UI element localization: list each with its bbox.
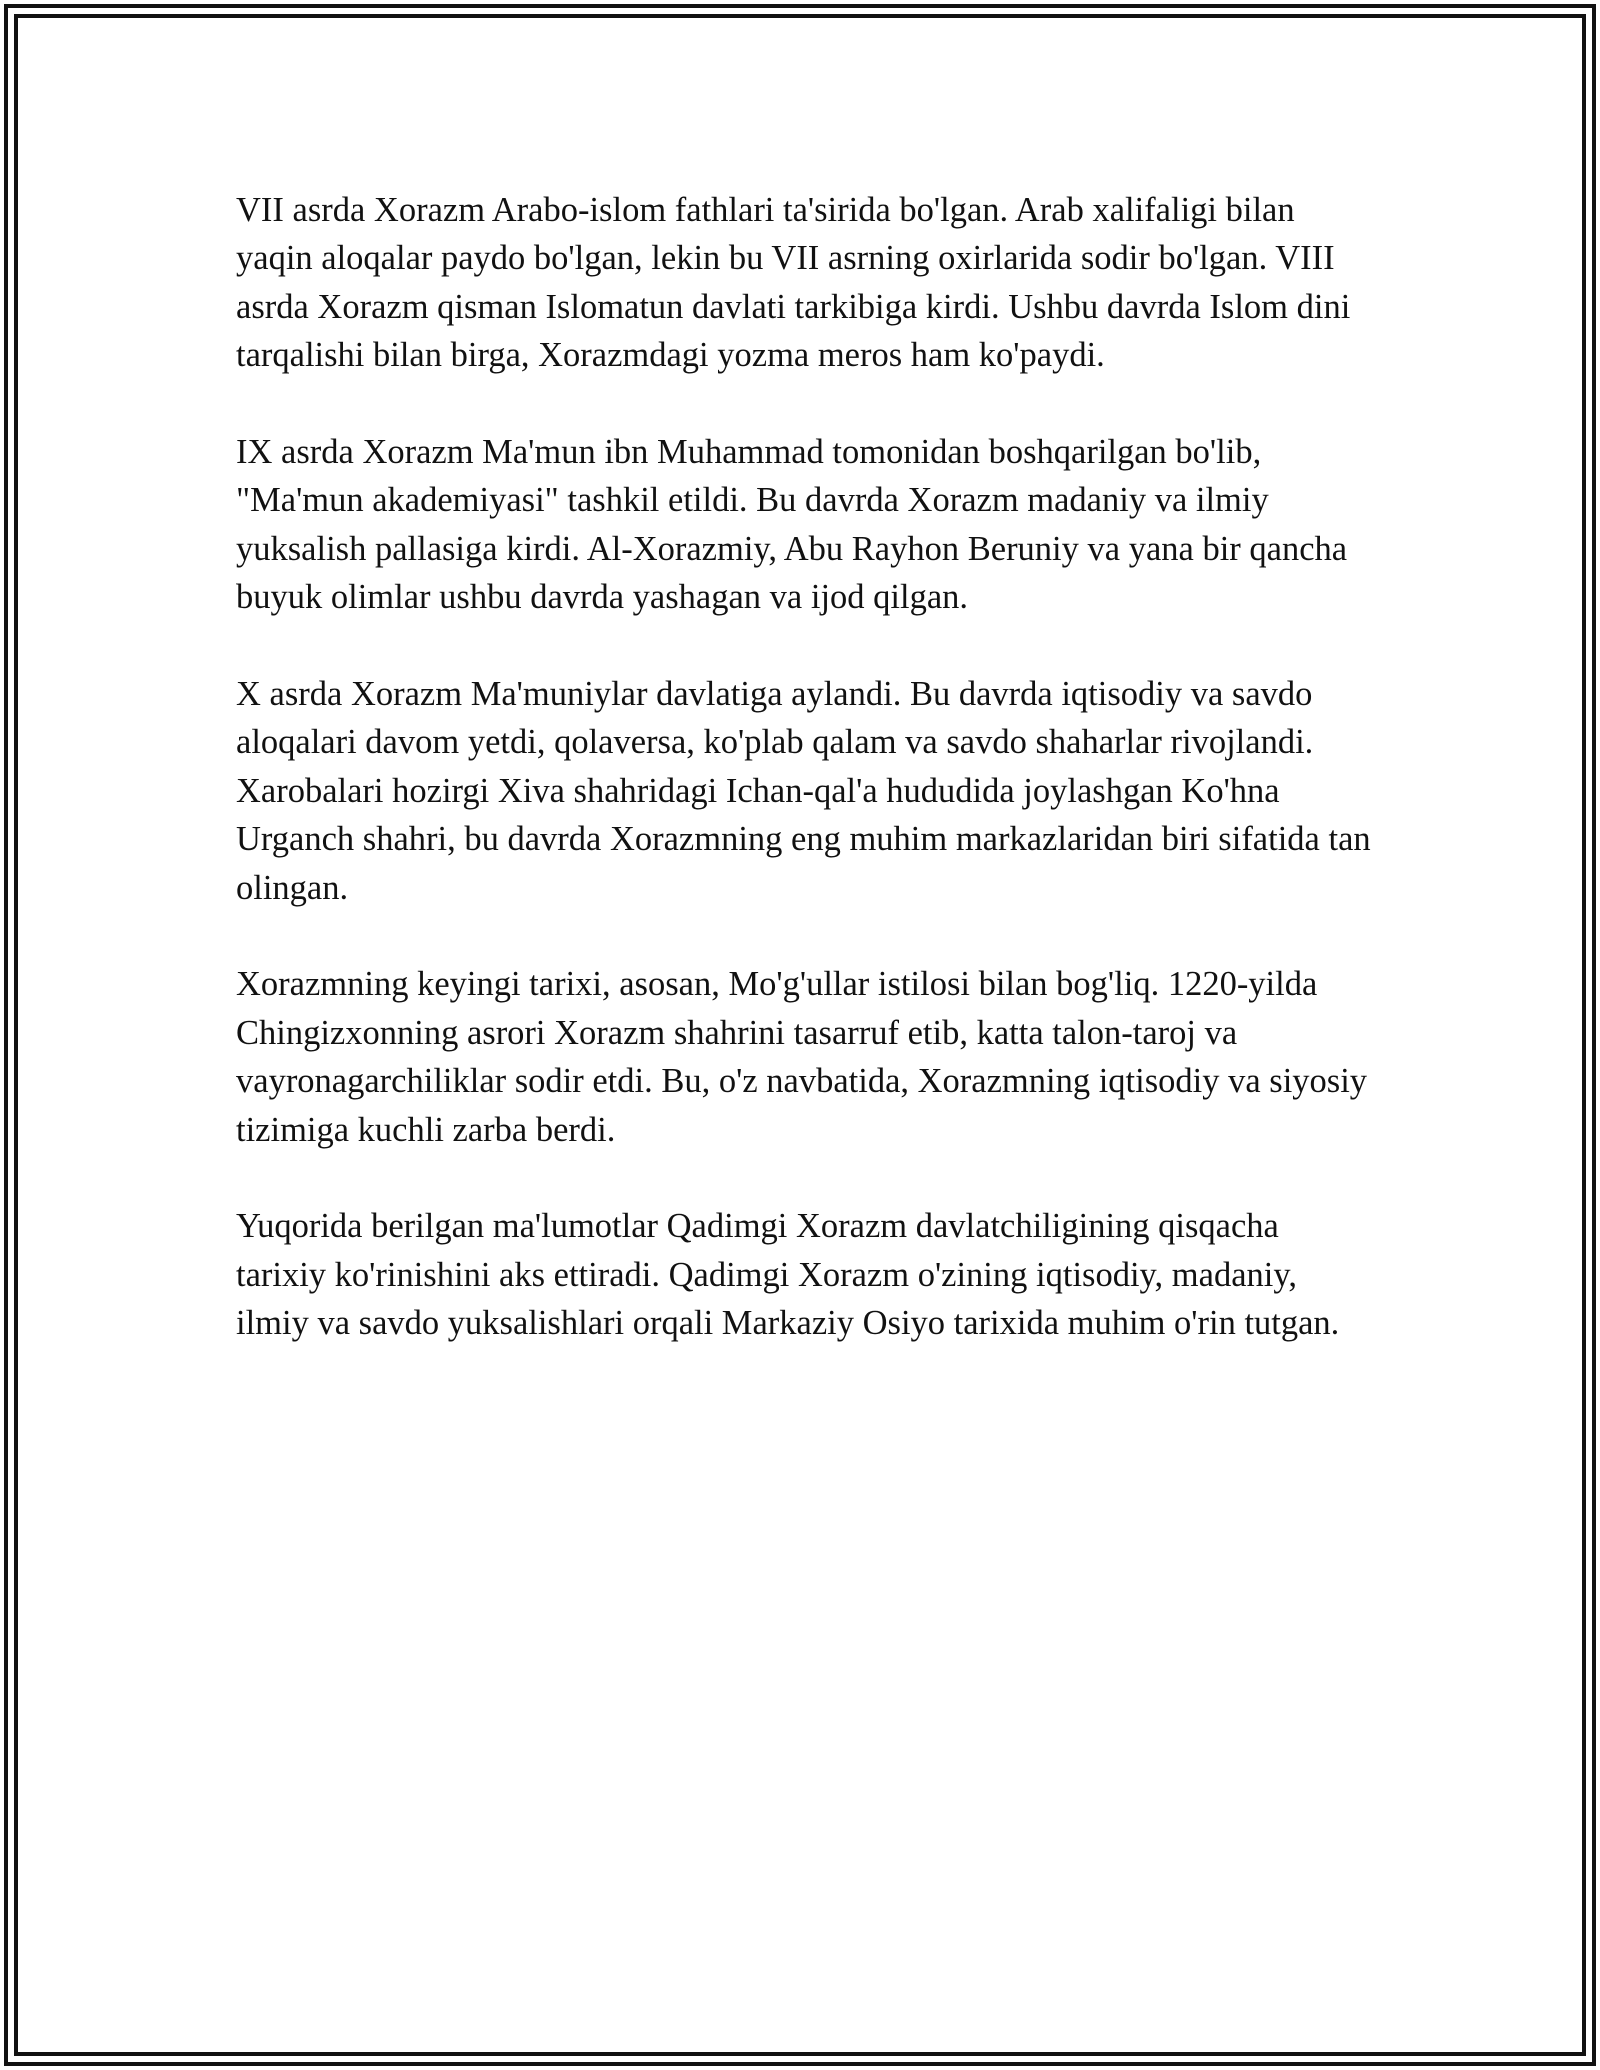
paragraph-mongol-invasion: Xorazmning keyingi tarixi, asosan, Mo'g'ullar istilosi bilan bog'liq. 1220-yilda Chingizxonning asrori Xorazm shahrini tasarruf etib, katta talon-taroj va vayronagarchiliklar sodir etdi. Bu, o'z navbatida, Xorazmning iqtisodiy va siyosiy tizimiga kuchli zarba berdi.: [236, 965, 1368, 1149]
paragraph-vii-century: VII asrda Xorazm Arabo-islom fathlari ta'sirida bo'lgan. Arab xalifaligi bilan yaqin aloqalar paydo bo'lgan, lekin bu VII asrning oxirlarida sodir bo'lgan. VIII asrda Xorazm qisman Islomatun davlati tarkibiga kirdi. Ushbu davrda Islom dini tarqalishi bilan birga, Xorazmdagi yozma meros ham ko'paydi.: [236, 191, 1351, 375]
paragraph-conclusion: Yuqorida berilgan ma'lumotlar Qadimgi Xorazm davlatchiligining qisqacha tarixiy ko'rinishini aks ettiradi. Qadimgi Xorazm o'zining iqtisodiy, madaniy, ilmiy va savdo yuksalishlari orqali Markaziy Osiyo tarixida muhim o'rin tutgan.: [236, 1207, 1340, 1343]
paragraph-ix-century: IX asrda Xorazm Ma'mun ibn Muhammad tomonidan boshqarilgan bo'lib, "Ma'mun akademiyasi" tashkil etildi. Bu davrda Xorazm madaniy va ilmiy yuksalish pallasiga kirdi. Al-Xorazmiy, Abu Rayhon Beruniy va yana bir qancha buyuk olimlar ushbu davrda yashagan va ijod qilgan.: [236, 433, 1348, 617]
paragraph-x-century: X asrda Xorazm Ma'muniylar davlatiga aylandi. Bu davrda iqtisodiy va savdo aloqalari davom yetdi, qolaversa, ko'plab qalam va savdo shaharlar rivojlandi. Xarobalari hozirgi Xiva shahridagi Ichan-qal'a hududida joylashgan Ko'hna Urganch shahri, bu davrda Xorazmning eng muhim markazlaridan biri sifatida tan olingan.: [236, 675, 1371, 907]
document-body: [236, 186, 1376, 1348]
